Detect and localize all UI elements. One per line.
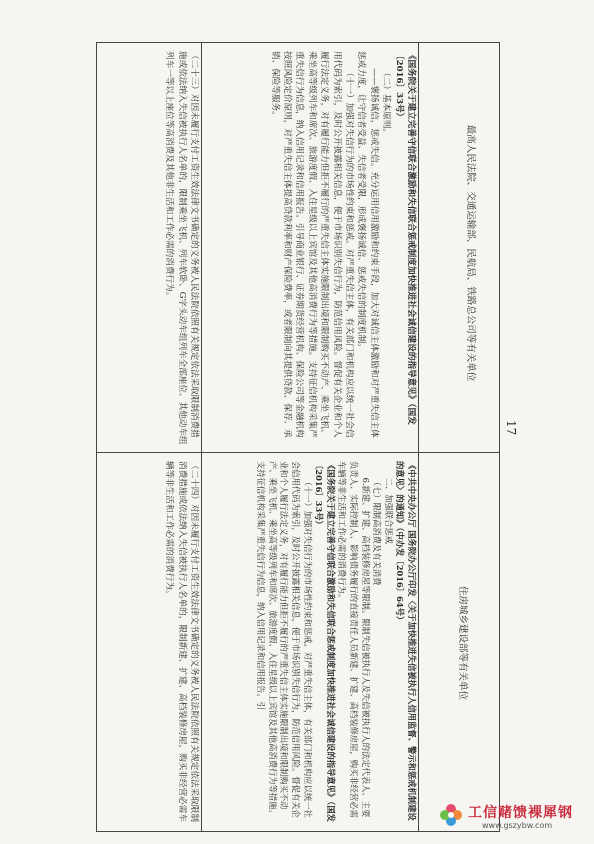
basis-title: 《国务院关于建立完善守信联合激励和失信联合惩戒制度加快推进社会诚信建设的指导意见》（国发〔2016〕33号）	[393, 51, 416, 425]
watermark-url: www.gszybw.com	[482, 821, 553, 830]
units-cell	[419, 453, 499, 831]
watermark	[438, 800, 588, 834]
basis-line: （七）限制高消费及有关消费	[372, 477, 383, 586]
table-row	[97, 43, 499, 453]
basis-line: （十一）加强对失信行为的市场性约束和惩戒。对严重失信主体，有关部门和机构应以统一社会信用代码为索引，及时公开披露相关信息，便于市场识别失信行为，防范信用风险。督促有关企业和个人履行法定义务，对有履行能力但拒不履行的严重失信主体实施限制出境和限制购买不动产、乘坐飞机、乘坐高等级列车和席次、旅游度假、入住星级以上宾馆及其他高消费行为等措施。支持征信机构采集严重失信行为信息，纳入信用记录和信用报告。引导商业银行、证券期货经营机构、保险公司等金融机构按照风险定价原则，对严重失信主体提高贷款利率和财产保险费率，或者限制向其提供贷款、保荐、承销、保险等服务。	[269, 51, 354, 438]
basis-line: 二、加强联合惩戒	[383, 477, 394, 544]
basis-line: （十一）加强对失信行为的市场性约束和惩戒。对严重失信主体，有关部门和机构应以统一社会信用代码为索引，及时公开披露相关信息，便于市场识别失信行为，防范信用风险。督促有关企业和个人履行法定义务，对有履行能力但拒不履行的严重失信主体实施限制出境和限制购买不动产、乘坐飞机、乘坐高等级列车和席次、旅游度假、入住星级以上宾馆及其他高消费行为等措施。支持征信机构采集严重失信行为信息，纳入信用记录和信用报告。引	[256, 461, 313, 818]
units-cell	[419, 43, 499, 452]
basis-title: 《中共中央办公厅 国务院办公厅印发〈关于加快推进失信被执行人信用监督、警示和惩戒机制建设的意见〉的通知》（中办发〔2016〕64号）	[395, 461, 417, 821]
table	[96, 42, 500, 832]
basis-line: （二）基本原则。	[381, 68, 392, 137]
units-text: 住房城乡建设部等有关单位	[457, 585, 468, 700]
basis-cell	[202, 453, 419, 831]
basis-line: 6.新建、扩建、高档装修房屋等限制。限制失信被执行人及失信被执行人的法定代表人、主要负责人、实际控制人、影响债务履行的直接责任人员新建、扩建、高档装修房屋，购买非经营必需车辆等非生活和工作必需的消费行为。	[337, 461, 371, 818]
page-number: 17	[504, 420, 518, 436]
basis-title: 《国务院关于建立完善守信联合激励和失信联合惩戒制度加快推进社会诚信建设的指导意见》（国发〔2016〕33号）	[314, 461, 336, 822]
behavior-text: （二十四）对因未履行支付工资生效法律文书确定的义务被人民法院依照有关规定依法采取限制消费措施或依法纳入失信被执行人名单的，限制新建、扩建、高档装修房屋，购买非经营必需车辆等非生活和工作必需的消费行为。	[164, 461, 199, 822]
basis-cell	[202, 43, 419, 452]
behavior-cell	[97, 43, 202, 452]
behavior-text: （二十三）对因未履行支付工资生效法律文书确定的义务被人民法院依照有关规定依法采取限制消费措施或依法纳入失信被执行人名单的，限制乘坐飞机、列车软卧、G字头动车组列车全部座位、其他动车组列车一等以上座位等高消费及其他非生活和工作必需的消费行为。	[164, 51, 199, 445]
units-text: 最高人民法院、交通运输部、民航局、铁路总公司等有关单位	[465, 124, 476, 382]
behavior-cell	[97, 453, 202, 831]
watermark-title: 工信赌馈裸犀钢	[468, 805, 573, 821]
basis-line: ——褒扬诚信，惩戒失信。充分运用信用激励和约束手段，加大对诚信主体激励和对严重失信主体惩戒力度，让守信者受益、失信者受限，形成褒扬诚信、惩戒失信的制度机制。	[356, 51, 379, 438]
flower-logo-icon	[438, 802, 464, 828]
table-row	[97, 453, 499, 831]
